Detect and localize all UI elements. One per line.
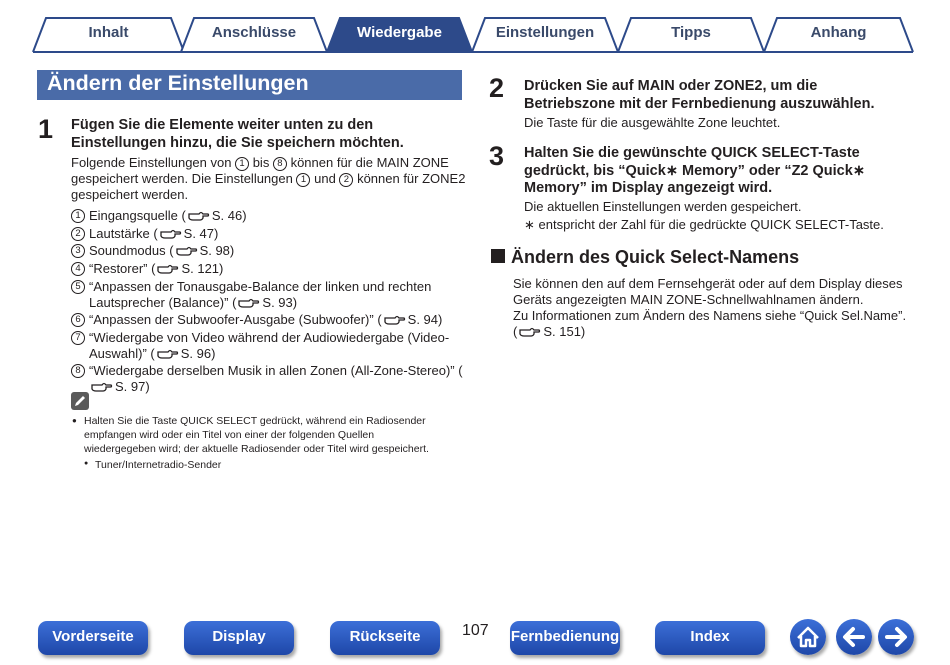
list-item-text: “Anpassen der Tonausgabe-Balance der linken und rechten Lautsprecher (Balance)” ( <box>89 278 432 310</box>
step-1-body <box>71 155 471 203</box>
step-3-body <box>524 199 934 233</box>
step-3-body-line: Die aktuellen Einstellungen werden gespeichert. <box>524 199 802 214</box>
pointing-hand-icon <box>188 210 210 226</box>
list-item <box>71 312 466 330</box>
note-line: wiedergegeben wird; der aktuelle Radiosender oder Titel wird gespeichert. <box>84 443 429 455</box>
step-3-number: 3 <box>489 141 505 171</box>
list-item-text: Soundmodus ( <box>89 243 174 259</box>
list-item-text: Eingangsquelle ( <box>89 208 186 223</box>
page-ref-link[interactable]: S. 47) <box>183 225 219 241</box>
list-item-text: “Anpassen der Subwoofer-Ausgabe (Subwoofer)” ( <box>89 312 382 328</box>
circled-number-label: 1 <box>235 157 249 171</box>
circled-number <box>273 156 287 169</box>
list-item <box>71 279 466 312</box>
circled-number: 3 <box>71 244 85 258</box>
bullet-icon: ● <box>72 416 77 425</box>
page-ref-link[interactable]: S. 96) <box>180 345 216 361</box>
section-title-bar <box>37 70 462 100</box>
circled-number: 2 <box>71 227 85 241</box>
note-sub-item: Tuner/Internetradio-Sender <box>95 459 222 471</box>
text: Folgende Einstellungen von <box>71 155 232 170</box>
note-line: empfangen wird oder ein Titel von einer der folgenden Quellen <box>84 429 375 441</box>
circled-number <box>339 172 353 185</box>
page-ref-link[interactable]: S. 94) <box>407 312 443 328</box>
text: und <box>314 171 336 186</box>
step-1-heading <box>71 117 471 152</box>
circled-number: 4 <box>71 262 85 276</box>
circled-number: 6 <box>71 313 85 327</box>
home-icon[interactable] <box>790 619 826 655</box>
page-ref-link[interactable]: S. 121) <box>181 261 224 277</box>
nav-button-vorderseite[interactable]: Vorderseite <box>38 621 148 655</box>
pointing-hand-icon <box>384 314 406 330</box>
nav-button-fernbedienung[interactable]: Fernbedienung <box>510 621 620 655</box>
step-1-body-line <box>71 171 471 187</box>
nav-button-index[interactable]: Index <box>655 621 765 655</box>
list-item <box>71 330 466 363</box>
back-arrow-icon[interactable] <box>836 619 872 655</box>
circled-number-label: 2 <box>339 173 353 187</box>
step-3-body-line: ∗ entspricht der Zahl für die gedrückte QUICK SELECT-Taste. <box>524 217 884 232</box>
step-1-heading-line: Einstellungen hinzu, die Sie speichern möchten. <box>71 134 404 151</box>
subsection-line: Zu Informationen zum Ändern des Namens siehe “Quick Sel.Name”. <box>513 308 907 323</box>
note-line: Halten Sie die Taste QUICK SELECT gedrückt, während ein Radiosender <box>84 415 426 427</box>
list-item <box>71 261 466 279</box>
circled-number: 8 <box>71 364 85 378</box>
sub-bullet-icon: ● <box>84 460 89 467</box>
pointing-hand-icon <box>91 381 113 397</box>
nav-button-rueckseite[interactable]: Rückseite <box>330 621 440 655</box>
step-3-heading <box>524 145 934 198</box>
subsection-body <box>513 276 933 342</box>
pointing-hand-icon <box>238 297 260 313</box>
circled-number: 1 <box>71 209 85 223</box>
pointing-hand-icon <box>160 228 182 244</box>
forward-arrow-icon[interactable] <box>878 619 914 655</box>
step-3-heading-line: gedrückt, bis “Quick∗ Memory” oder “Z2 Quick∗ <box>524 162 865 179</box>
text: können für ZONE2 <box>357 171 466 186</box>
list-item <box>71 243 466 261</box>
tab-anschluesse[interactable]: Anschlüsse <box>211 24 297 41</box>
step-2-heading <box>524 78 934 113</box>
tab-inhalt[interactable]: Inhalt <box>88 24 129 41</box>
text: bis <box>252 155 270 170</box>
square-bullet-icon <box>491 249 505 263</box>
subsection-line: Geräts angezeigten MAIN ZONE-Schnellwahlnamen ändern. <box>513 292 864 307</box>
pointing-hand-icon <box>157 263 179 279</box>
step-2-heading-line: Betriebszone mit der Fernbedienung auszuwählen. <box>524 95 875 112</box>
step-2-body: Die Taste für die ausgewählte Zone leuchtet. <box>524 115 781 130</box>
circled-number: 5 <box>71 280 85 294</box>
page-ref-link[interactable]: S. 98) <box>199 243 235 259</box>
tab-tipps[interactable]: Tipps <box>671 24 711 41</box>
step-2-heading-line: Drücken Sie auf MAIN oder ZONE2, um die <box>524 78 818 94</box>
subsection-ref-line: ( S. 151) <box>513 324 933 342</box>
step-1-body-line: gespeichert werden. <box>71 187 189 202</box>
list-item-text: Lautstärke ( <box>89 225 158 241</box>
step-1-heading-line: Fügen Sie die Elemente weiter unten zu den <box>71 117 374 133</box>
pencil-icon <box>71 392 89 410</box>
step-1-body-line <box>71 155 471 171</box>
list-item <box>71 226 466 244</box>
circled-number-label: 1 <box>296 173 310 187</box>
circled-number <box>296 172 310 185</box>
page-ref-link[interactable]: S. 151) <box>543 324 586 339</box>
page-ref-link[interactable]: S. 93) <box>262 294 298 310</box>
step-3-heading-line: Halten Sie die gewünschte QUICK SELECT-Taste <box>524 145 860 161</box>
list-item-text: “Restorer” ( <box>89 261 156 277</box>
pointing-hand-icon <box>176 245 198 261</box>
subsection-title: Ändern des Quick Select-Namens <box>511 247 800 267</box>
text: gespeichert werden. Die Einstellungen <box>71 171 293 186</box>
pointing-hand-icon <box>519 326 541 342</box>
tab-bar <box>0 0 950 56</box>
subsection-line: Sie können den auf dem Fernsehgerät oder auf dem Display dieses <box>513 276 903 291</box>
step-1-number: 1 <box>38 114 54 144</box>
page-ref-link[interactable]: S. 46) <box>211 208 247 223</box>
list-item-text: “Wiedergabe derselben Musik in allen Zonen (All-Zone-Stereo)” ( <box>89 363 463 379</box>
text: können für die MAIN ZONE <box>290 155 449 170</box>
page-ref-link[interactable]: S. 97) <box>115 379 150 395</box>
nav-button-display[interactable]: Display <box>184 621 294 655</box>
list-item <box>71 208 466 226</box>
section-title: Ändern der Einstellungen <box>47 71 309 95</box>
tab-anhang[interactable]: Anhang <box>810 24 867 41</box>
note-text <box>84 414 474 456</box>
tab-wiedergabe[interactable]: Wiedergabe <box>357 24 442 41</box>
tab-einstellungen[interactable]: Einstellungen <box>495 24 595 41</box>
list-item-text: “Wiedergabe von Video während der Audiowiedergabe (Video-Auswahl)” ( <box>89 329 450 361</box>
step-3-heading-line: Memory” im Display angezeigt wird. <box>524 180 773 196</box>
circled-number: 7 <box>71 331 85 345</box>
circled-number-label: 8 <box>273 157 287 171</box>
pointing-hand-icon <box>157 348 179 364</box>
circled-number <box>235 156 249 169</box>
list-item <box>71 363 466 396</box>
step-2-number: 2 <box>489 73 505 103</box>
page-number: 107 <box>462 622 489 639</box>
settings-list <box>71 208 466 397</box>
